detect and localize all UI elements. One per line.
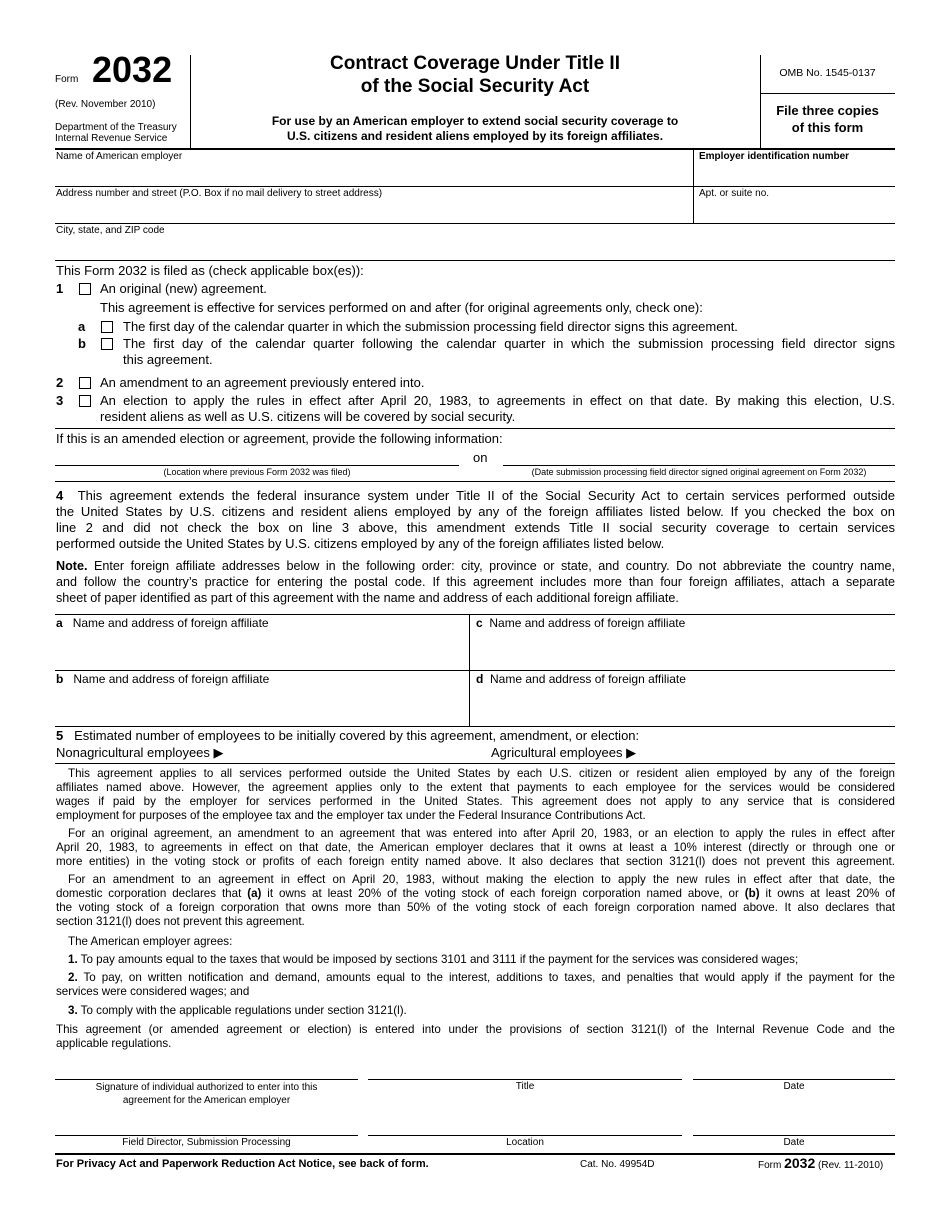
- director-date-line: [693, 1135, 895, 1136]
- department: Department of the Treasury: [55, 122, 177, 133]
- agreement-item-2: 2. To pay, on written notification and demand, amounts equal to the interest, additions to taxes, and penalties that would apply if the payment for the services were considered wages; and: [56, 971, 895, 998]
- election-label: An election to apply the rules in effect after April 20, 1983, to agreements in effect on that date. By making this election, U.S. resident aliens as well as U.S. citizens will be covered by social security.: [100, 393, 895, 424]
- field-director-signature-field[interactable]: [56, 1118, 356, 1134]
- line-5-text: 5 Estimated number of employees to be initially covered by this agreement, amendment, or election:: [56, 728, 640, 743]
- director-date-field[interactable]: [695, 1118, 893, 1134]
- affiliate-note: Note. Enter foreign affiliate addresses below in the following order: city, province or state, and country. Do not abbreviate the country name, and follow the country’s practice for entering the postal code. If this agreement includes more than four foreign affiliates, attach a separate sheet of paper identified as part of this agreement with the name and address of each additional foreign affiliate.: [56, 559, 895, 605]
- original-agreement-checkbox[interactable]: [79, 283, 91, 295]
- line-4-text: 4 This agreement extends the federal insurance system under Title II of the Social Security Act to certain services performed outside the United States by U.S. citizens and resident aliens employed by any of the foreign affiliates listed below. If you checked the box on line 2 and did not check the box on line 3 above, this amendment extends Title II social security coverage to certain services performed outside the United States by U.S. citizens employed by any of the foreign affiliates listed below.: [56, 488, 896, 551]
- affiliate-d-header: d Name and address of foreign affiliate: [476, 672, 686, 686]
- row-rule-1: [55, 186, 895, 187]
- signature-line: [55, 1079, 358, 1080]
- director-date-caption: Date: [783, 1137, 805, 1148]
- line-2-number: 2: [56, 375, 64, 390]
- affiliate-b-field[interactable]: [56, 688, 464, 724]
- filed-as-intro: This Form 2032 is filed as (check applicable box(es)):: [56, 263, 364, 278]
- amendment-label: An amendment to an agreement previously entered into.: [100, 375, 425, 390]
- ag-employees-label: Agricultural employees ▶: [491, 745, 637, 760]
- omb-divider: [760, 93, 895, 94]
- employer-date-line: [693, 1079, 895, 1080]
- header-bottom-rule: [55, 148, 895, 150]
- affiliate-c-header: c Name and address of foreign affiliate: [476, 616, 686, 630]
- affiliates-mid-rule: [55, 670, 895, 671]
- filed-as-bottom-rule: [55, 428, 895, 429]
- original-signed-date-field[interactable]: [505, 448, 893, 464]
- line-a-letter: a: [78, 319, 86, 334]
- affiliates-bottom-rule: [55, 726, 895, 727]
- line-3-number: 3: [56, 393, 64, 408]
- scope-paragraph: This agreement applies to all services performed outside the United States by each U.S. citizen or resident alien employed by any of the foreign affiliates named above. However, the agreement applies only to the extent that payments to each employee for the services would be considered wages if paid by the employer for services performed in the United States. This agreement does not apply to any service that is considered employment for purposes of the employee tax and the employer tax under the Federal Insurance Contributions Act.: [56, 767, 895, 822]
- employer-name-label: Name of American employer: [56, 151, 183, 162]
- signature-caption: Signature of individual authorized to enter into this agreement for the American employer: [95, 1082, 318, 1106]
- affiliate-b-header: b Name and address of foreign affiliate: [56, 672, 270, 686]
- effective-date-text: This agreement is effective for services performed on and after (for original agreements only, check one):: [100, 300, 703, 315]
- address-label: Address number and street (P.O. Box if no mail delivery to street address): [56, 188, 383, 199]
- affiliate-a-field[interactable]: [56, 632, 464, 668]
- form-title: Contract Coverage Under Title II of the Social Security Act: [330, 53, 620, 97]
- privacy-notice: For Privacy Act and Paperwork Reduction Act Notice, see back of form.: [56, 1158, 429, 1170]
- ag-employees-field[interactable]: [655, 744, 890, 760]
- nonag-employees-field[interactable]: [245, 744, 475, 760]
- line-b-letter: b: [78, 336, 86, 351]
- file-copies-notice: File three copies of this form: [776, 103, 879, 135]
- city-label: City, state, and ZIP code: [56, 225, 165, 236]
- affiliates-top-rule: [55, 614, 895, 615]
- agreement-item-3: 3. To comply with the applicable regulations under section 3121(l).: [68, 1004, 407, 1017]
- revision-date: (Rev. November 2010): [55, 99, 156, 110]
- field-director-line: [55, 1135, 358, 1136]
- employer-date-caption: Date: [783, 1081, 805, 1092]
- footer-form-id: Form 2032 (Rev. 11-2010): [758, 1155, 884, 1171]
- agency: Internal Revenue Service: [55, 133, 168, 144]
- omb-number: OMB No. 1545-0137: [779, 67, 876, 79]
- amended-intro: If this is an amended election or agreement, provide the following information:: [56, 431, 503, 446]
- catalog-number: Cat. No. 49954D: [580, 1159, 655, 1170]
- original-agreement-label: An original (new) agreement.: [100, 281, 267, 296]
- original-agreement-paragraph: For an original agreement, an amendment to an agreement that was entered into after April 20, 1983, or an election to apply the rules in effect after April 20, 1983, to agreements in effect on that date, the American employer declares that it owns at least a 10% interest (directly or through one or more entities) in the voting stock or profits of each foreign entity named above. It also declares that section 3121(l) does not prevent this agreement.: [56, 827, 895, 868]
- following-quarter-label: The first day of the calendar quarter following the calendar quarter in which the submission processing field director signs this agreement.: [123, 336, 895, 367]
- employer-date-field[interactable]: [695, 1062, 893, 1078]
- original-date-line: [503, 465, 895, 466]
- location-caption: Location: [506, 1137, 544, 1148]
- location-line: [368, 1135, 682, 1136]
- previous-location-caption: (Location where previous Form 2032 was filed): [163, 467, 351, 477]
- ein-label: Employer identification number: [699, 151, 850, 162]
- affiliate-c-field[interactable]: [476, 632, 890, 668]
- election-checkbox[interactable]: [79, 395, 91, 407]
- line-1-number: 1: [56, 281, 64, 296]
- row-rule-3: [55, 260, 895, 261]
- title-caption: Title: [515, 1081, 535, 1092]
- apt-label: Apt. or suite no.: [699, 188, 770, 199]
- line-5-bottom-rule: [55, 763, 895, 764]
- agreement-item-1: 1. To pay amounts equal to the taxes that would be imposed by sections 3101 and 3111 if the payment for the services was considered wages;: [68, 953, 799, 966]
- on-label: on: [473, 450, 488, 465]
- field-director-caption: Field Director, Submission Processing: [122, 1137, 291, 1148]
- form-label: Form: [55, 74, 79, 85]
- nonag-employees-label: Nonagricultural employees ▶: [56, 745, 224, 760]
- same-quarter-label: The first day of the calendar quarter in which the submission processing field director signs this agreement.: [123, 319, 738, 334]
- previous-location-field[interactable]: [56, 448, 456, 464]
- amendment-checkbox[interactable]: [79, 377, 91, 389]
- following-quarter-checkbox[interactable]: [101, 338, 113, 350]
- ein-field[interactable]: [699, 166, 889, 184]
- city-field[interactable]: [56, 240, 886, 258]
- form-number: 2032: [92, 49, 173, 90]
- address-field[interactable]: [56, 203, 686, 221]
- title-line: [368, 1079, 682, 1080]
- original-date-caption: (Date submission processing field director signed original agreement on Form 2032): [531, 467, 867, 477]
- affiliate-a-header: a Name and address of foreign affiliate: [56, 616, 269, 630]
- apt-field[interactable]: [699, 203, 889, 221]
- employer-agrees-heading: The American employer agrees:: [68, 935, 233, 948]
- title-field[interactable]: [370, 1062, 680, 1078]
- affiliate-d-field[interactable]: [476, 688, 890, 724]
- employer-signature-field[interactable]: [56, 1062, 356, 1078]
- row-rule-2: [55, 223, 895, 224]
- closing-paragraph: This agreement (or amended agreement or election) is entered into under the provisions of section 3121(l) of the Internal Revenue Code and the applicable regulations.: [56, 1023, 895, 1050]
- amendment-paragraph: For an amendment to an agreement in effect on April 20, 1983, without making the election to apply the new rules in effect after that date, the domestic corporation declares that (a) it owns at least 20% of the voting stock of each foreign corporation named above, or (b) it owns at least 20% of the voting stock of a foreign corporation that owns more than 50% of the voting stock of each foreign corporation named above. It also declares that section 3121(l) does not prevent this agreement.: [56, 873, 895, 928]
- same-quarter-checkbox[interactable]: [101, 321, 113, 333]
- location-field[interactable]: [370, 1118, 680, 1134]
- employer-name-field[interactable]: [56, 166, 686, 184]
- amended-bottom-rule: [55, 481, 895, 482]
- previous-location-line: [55, 465, 459, 466]
- form-subtitle: For use by an American employer to extend social security coverage to U.S. citizens and resident aliens employed by its foreign affiliates.: [271, 114, 679, 143]
